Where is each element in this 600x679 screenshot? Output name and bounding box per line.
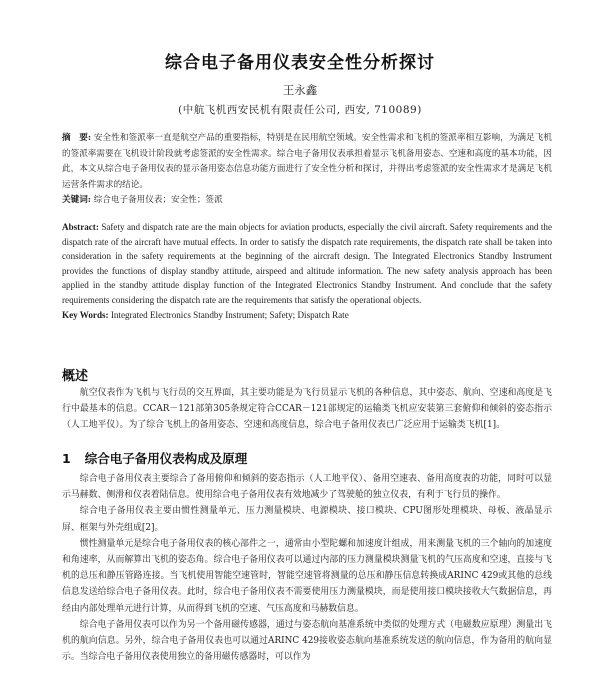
section-1-paragraph: 综合电子备用仪表主要综合了备用俯仰和倾斜的姿态指示（人工地平仪）、备用空速表、备用高度表的功能，同时可以显示马赫数、侧滑和仪表着陆信息。使用综合电子备用仪表有效地减少了驾驶舱的独立仪表，有利于飞行员的操作。	[62, 474, 552, 501]
keywords-en-label: Key Words:	[62, 309, 109, 320]
author-name: 王永鑫	[282, 83, 318, 97]
section-1-number: 1	[62, 451, 71, 466]
abstract-cn	[62, 131, 552, 209]
keywords-cn-text: 综合电子备用仪表；安全性；签派	[93, 195, 223, 205]
section-1-paragraph: 综合电子备用仪表主要由惯性测量单元、压力测量模块、电源模块、接口模块、CPU图形处理模块、母板、液晶显示屏、框架与外壳组成[2]。	[62, 506, 552, 533]
overview-paragraph: 航空仪表作为飞机与飞行员的交互界面，其主要功能是为飞行员显示飞机的各种信息，其中姿态、航向、空速和高度是飞行中最基本的信息。CCAR－121部第305条规定符合CCAR－121部规定的运输类飞机应安装第三套俯仰和倾斜的姿态指示（人工地平仪）。为了综合飞机上的备用姿态、空速和高度信息，综合电子备用仪表已广泛应用于运输类飞机[1]。	[62, 388, 552, 431]
keywords-cn	[62, 193, 552, 209]
abstract-en-label: Abstract:	[62, 222, 99, 232]
section-1-paragraph: 惯性测量单元是综合电子备用仪表的核心部件之一，通常由小型陀螺和加速度计组成，用来测量飞机的三个轴向的加速度和角速率，从而解算出飞机的姿态角。综合电子备用仪表可以通过内部的压力测量模块测量飞机的气压高度和空速，直接与飞机的总压和静压管路连接。当飞机使用智能空速管时，智能空速管将测量的总压和静压信息转换成ARINC 429或其他的总线信息发送给综合电子备用仪表。此时，综合电子备用仪表不需要使用压力测量模块，而是使用接口模块接收大气数据信息，再经由内部处理单元进行计算，从而得到飞机的空速、气压高度和马赫数信息。	[62, 538, 552, 614]
section-1-heading	[62, 449, 247, 467]
keywords-en-text: Integrated Electronics Standby Instrument; Safety; Dispatch Rate	[110, 309, 349, 320]
keywords-cn-label: 关键词:	[62, 195, 91, 205]
abstract-en-text: Safety and dispatch rate are the main objects for aviation products, especially the civil aircraft. Safety requirements and the dispatch rate of the aircraft have mutual effects. In order to satisfy the dispatch rate requirements, the dispatch rate shall be taken into consideration in the safety requirements at the beginning of the aircraft design. The Integrated Electronics Standby Instrument provides the functions of display standby attitude, airspeed and altitude information. The new safety analysis approach has been applied in the standby attitude display function of the Integrated Electronics Standby Instrument. And conclude that the safety requirements considering the dispatch rate are the requirements that satisfy the operational objects.	[62, 222, 552, 305]
author-affiliation: (中航飞机西安民机有限责任公司, 西安, 710089)	[178, 104, 422, 116]
abstract-en	[62, 220, 552, 322]
section-1-paragraph: 综合电子备用仪表可以作为另一个备用磁传感器，通过与姿态航向基准系统中类似的处理方式（电磁数应原理）测量出飞机的航向信息。另外，综合电子备用仪表也可以通过ARINC 429接收姿态航向基准系统发送的航向信息，作为备用的航向显示。当综合电子备用仪表使用独立的备用磁传感器时，可以作为	[62, 619, 552, 663]
abstract-cn-label: 摘 要:	[62, 133, 92, 143]
section-1-body	[62, 471, 552, 665]
section-1-title: 综合电子备用仪表构成及原理	[84, 451, 248, 466]
keywords-en	[62, 308, 552, 323]
abstract-cn-text: 安全性和签派率一直是航空产品的重要指标，特别是在民用航空领域。安全性需求和飞机的签派率相互影响，为满足飞机的签派率需要在飞机设计阶段就考虑签派的安全性需求。综合电子备用仪表承担着显示飞机备用姿态、空速和高度的基本功能，因此，本文从综合电子备用仪表的显示备用姿态信息功能方面进行了安全性分析和探讨，并得出考虑签派的安全性需求才是满足飞机运营条件需求的结论。	[62, 133, 552, 190]
paper-title: 综合电子备用仪表安全性分析探讨	[165, 53, 435, 73]
overview-heading: 概述	[62, 369, 89, 384]
